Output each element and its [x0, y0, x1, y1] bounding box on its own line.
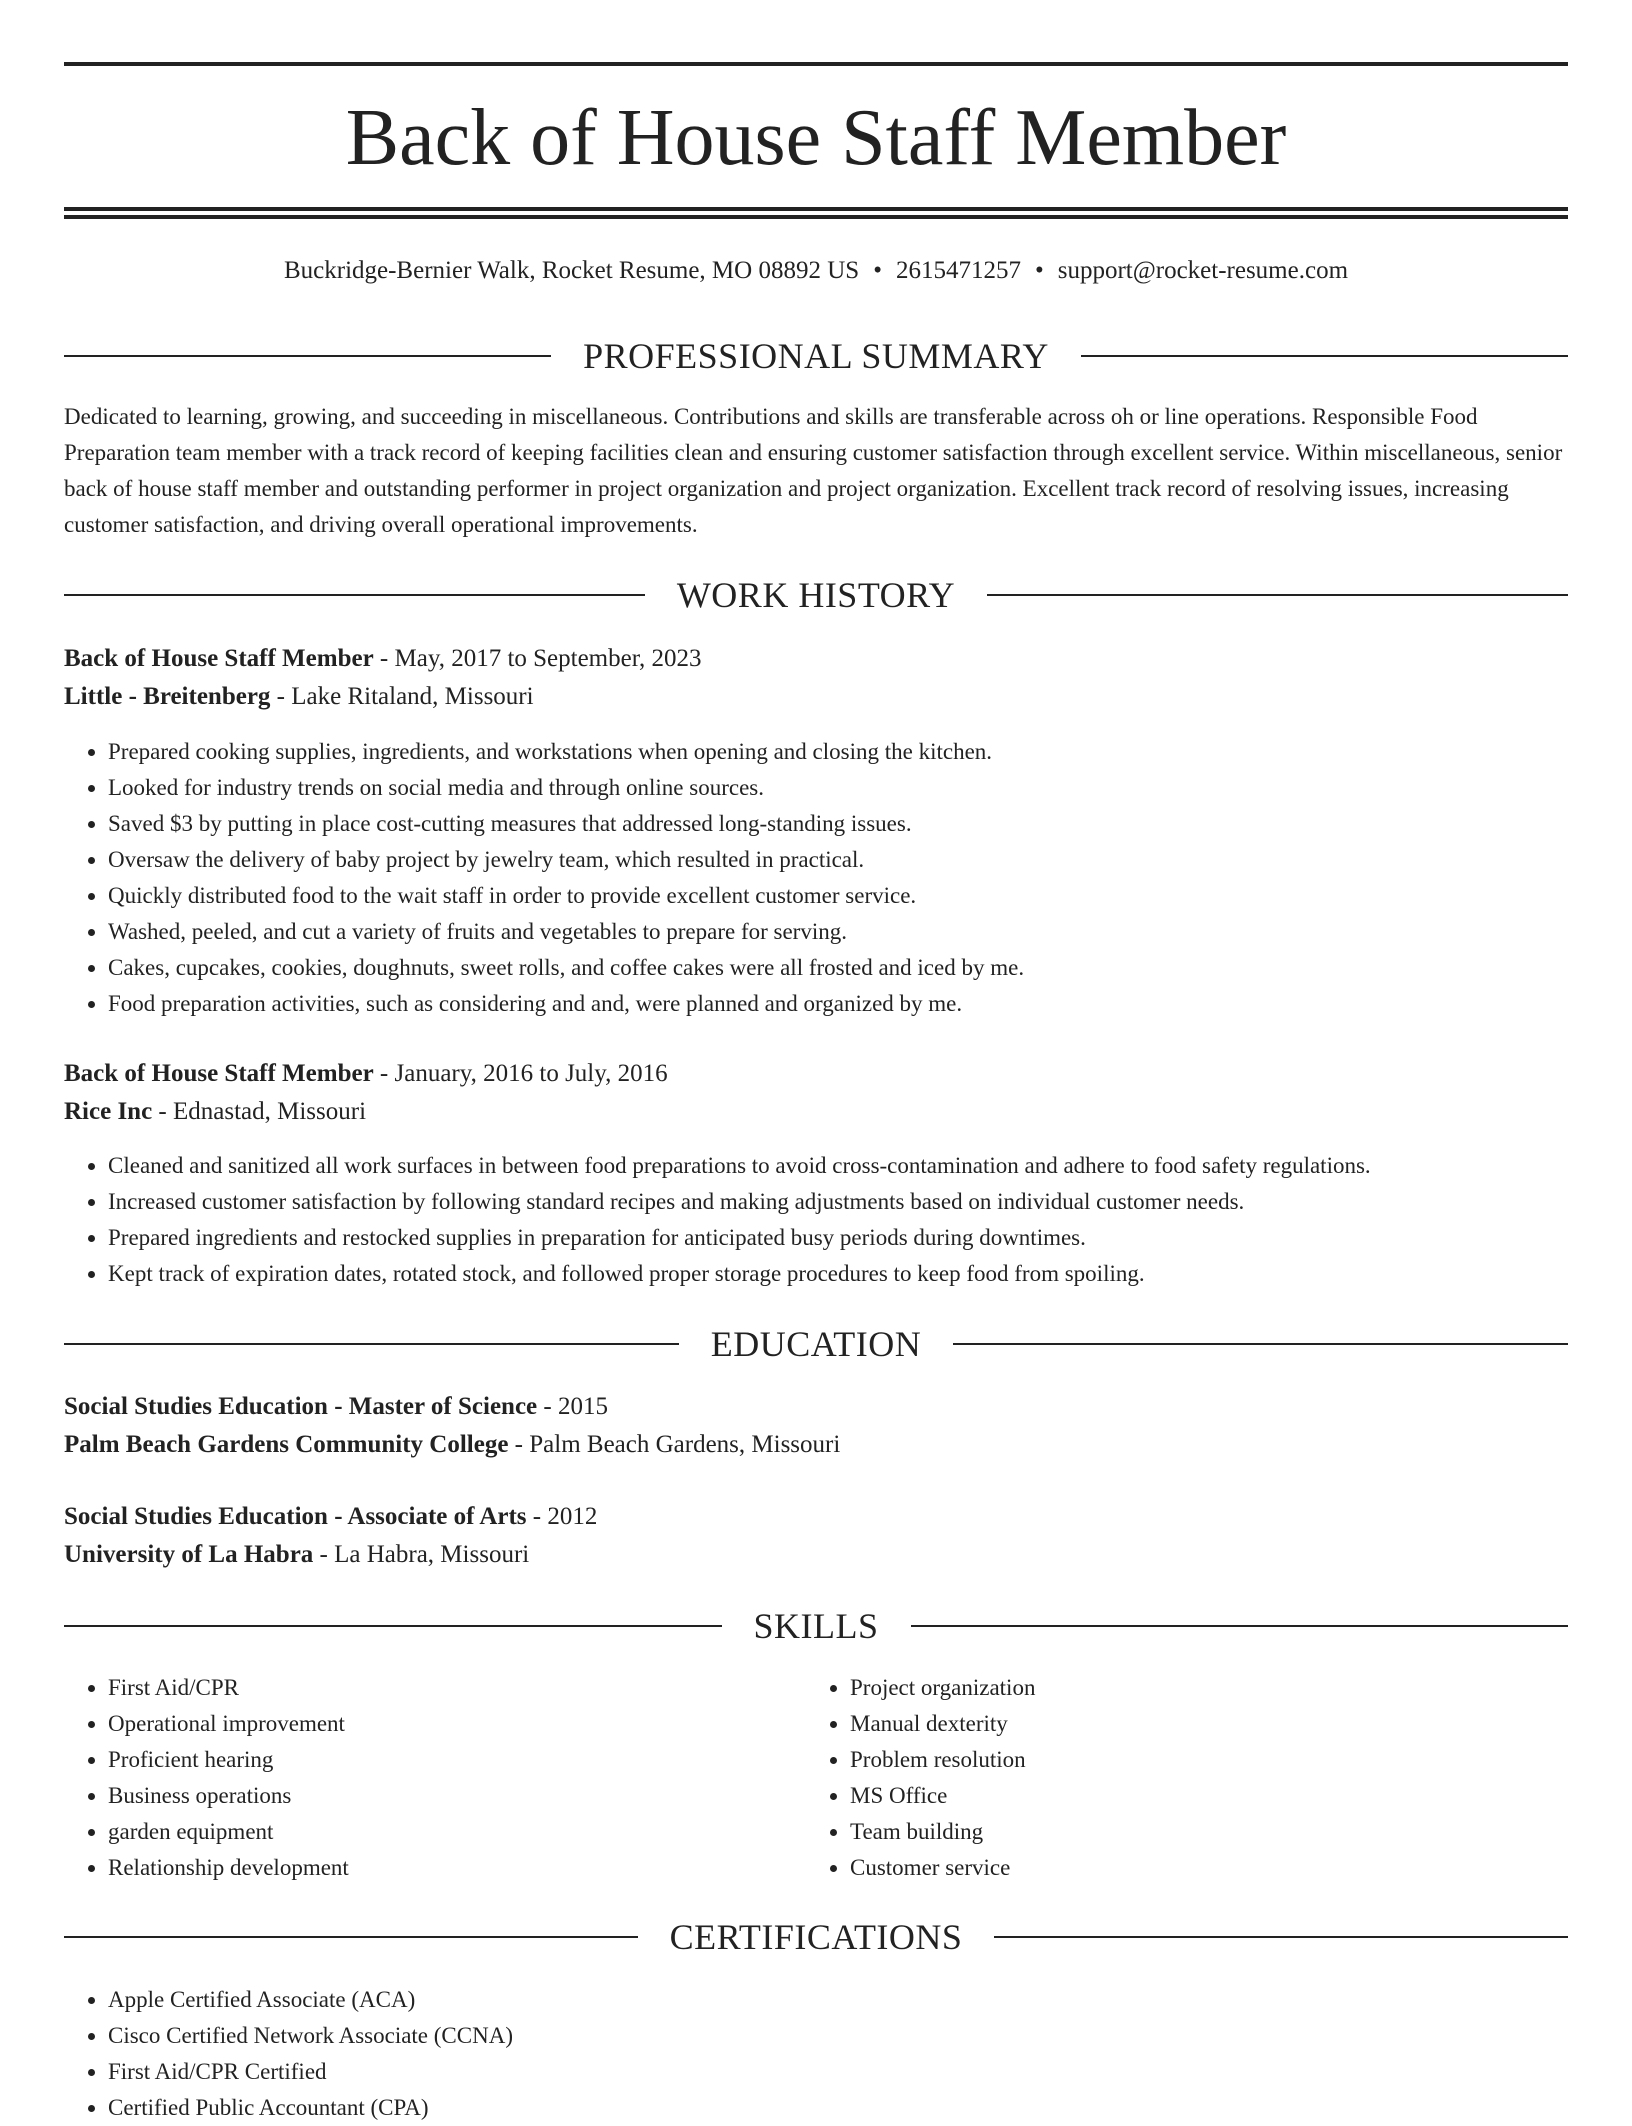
summary-text: Dedicated to learning, growing, and succeeding in miscellaneous. Contributions and skills are transferable across oh or line operations. Responsible Food Preparation team member with a track record of keeping facilities clean and ensuring customer satisfaction through excellent service. Within miscellaneous, senior back of house staff member and outstanding performer in project organization and project organization. Excellent track record of resolving issues, increasing customer satisfaction, and driving overall operational improvements.	[64, 404, 1563, 537]
job-title-line	[64, 1055, 1568, 1093]
section-title: EDUCATION	[710, 1324, 922, 1364]
job-title-line	[64, 640, 1568, 678]
section-heading-work-history	[64, 573, 1568, 617]
list-item: • Looked for industry trends on social media and through online sources.	[108, 770, 1568, 806]
education-school-line	[64, 1536, 1568, 1574]
list-item: • MS Office	[850, 1778, 1506, 1814]
list-item: • Manual dexterity	[850, 1706, 1506, 1742]
list-item: • Relationship development	[108, 1850, 764, 1886]
job-bullets	[64, 734, 1568, 1022]
list-item: • Proficient hearing	[108, 1742, 764, 1778]
double-rule-upper	[64, 207, 1568, 211]
divider	[994, 1936, 1568, 1938]
job-entry	[64, 1055, 1568, 1131]
section-title: SKILLS	[753, 1606, 879, 1646]
divider	[64, 1936, 638, 1938]
contact-separator: •	[873, 257, 882, 284]
education-location: - La Habra, Missouri	[313, 1541, 530, 1568]
job-bullets	[64, 1148, 1568, 1292]
education-degree-line	[64, 1388, 1568, 1426]
education-school: University of La Habra	[64, 1541, 314, 1568]
section-heading-skills	[64, 1604, 1568, 1648]
education-entry	[64, 1388, 1568, 1464]
divider	[64, 594, 645, 596]
list-item: • Team building	[850, 1814, 1506, 1850]
list-item: • Apple Certified Associate (ACA)	[108, 1982, 1568, 2018]
list-item: • Washed, peeled, and cut a variety of fruits and vegetables to prepare for serving.	[108, 914, 1568, 950]
section-heading-summary	[64, 334, 1568, 378]
job-company-line	[64, 678, 1568, 716]
list-item: • Business operations	[108, 1778, 764, 1814]
section-title: CERTIFICATIONS	[669, 1917, 963, 1957]
list-item: • Oversaw the delivery of baby project by jewelry team, which resulted in practical.	[108, 842, 1568, 878]
section-heading-education	[64, 1322, 1568, 1366]
education-degree-line	[64, 1498, 1568, 1536]
job-title: Back of House Staff Member	[64, 1060, 374, 1087]
top-rule	[64, 62, 1568, 66]
list-item: • Cakes, cupcakes, cookies, doughnuts, sweet rolls, and coffee cakes were all frosted and iced by me.	[108, 950, 1568, 986]
list-item: • First Aid/CPR Certified	[108, 2054, 1568, 2090]
job-dates: - January, 2016 to July, 2016	[373, 1060, 668, 1087]
list-item: • Quickly distributed food to the wait staff in order to provide excellent customer service.	[108, 878, 1568, 914]
contact-separator: •	[1034, 257, 1044, 284]
double-rule-lower	[64, 215, 1568, 219]
divider	[64, 355, 551, 357]
contact-address: Buckridge-Bernier Walk, Rocket Resume, MO 08892 US	[283, 257, 860, 284]
list-item: • Cisco Certified Network Associate (CCNA)	[108, 2018, 1568, 2054]
resume-title: Back of House Staff Member	[345, 94, 1287, 182]
list-item: • Saved $3 by putting in place cost-cutting measures that addressed long-standing issues.	[108, 806, 1568, 842]
divider	[987, 594, 1568, 596]
education-year: - 2015	[537, 1393, 608, 1420]
list-item: • Certified Public Accountant (CPA)	[108, 2090, 1568, 2126]
list-item: • Customer service	[850, 1850, 1506, 1886]
skills-column-right	[806, 1670, 1506, 1886]
divider	[953, 1343, 1568, 1345]
contact-phone: 2615471257	[895, 257, 1021, 284]
job-company: Little - Breitenberg	[64, 683, 271, 710]
list-item: • Food preparation activities, such as considering and and, were planned and organized by me.	[108, 986, 1568, 1022]
contact-line	[64, 254, 1568, 288]
list-item: • garden equipment	[108, 1814, 764, 1850]
contact-email: support@rocket-resume.com	[1057, 257, 1349, 284]
skills-column-left	[64, 1670, 764, 1886]
list-item: • Cleaned and sanitized all work surfaces in between food preparations to avoid cross-contamination and adhere to food safety regulations.	[108, 1148, 1568, 1184]
list-item: • Prepared cooking supplies, ingredients, and workstations when opening and closing the kitchen.	[108, 734, 1568, 770]
job-location: - Lake Ritaland, Missouri	[270, 683, 534, 710]
certifications-list	[64, 1982, 1568, 2126]
section-heading-certifications	[64, 1915, 1568, 1959]
job-location: - Ednastad, Missouri	[152, 1098, 367, 1125]
education-school-line	[64, 1426, 1568, 1464]
education-degree: Social Studies Education - Master of Science	[64, 1393, 538, 1420]
list-item: • Project organization	[850, 1670, 1506, 1706]
section-title: WORK HISTORY	[676, 575, 956, 615]
job-company-line	[64, 1093, 1568, 1131]
divider	[1081, 355, 1568, 357]
education-degree: Social Studies Education - Associate of Arts	[64, 1503, 527, 1530]
divider	[64, 1343, 679, 1345]
education-year: - 2012	[526, 1503, 598, 1530]
education-school: Palm Beach Gardens Community College	[64, 1431, 509, 1458]
job-dates: - May, 2017 to September, 2023	[373, 645, 702, 672]
education-location: - Palm Beach Gardens, Missouri	[508, 1431, 841, 1458]
job-title: Back of House Staff Member	[64, 645, 374, 672]
list-item: • Increased customer satisfaction by following standard recipes and making adjustments based on individual customer needs.	[108, 1184, 1568, 1220]
job-company: Rice Inc	[64, 1098, 153, 1125]
list-item: • Problem resolution	[850, 1742, 1506, 1778]
list-item: • Operational improvement	[108, 1706, 764, 1742]
list-item: • Prepared ingredients and restocked supplies in preparation for anticipated busy periods during downtimes.	[108, 1220, 1568, 1256]
job-entry	[64, 640, 1568, 716]
education-entry	[64, 1498, 1568, 1574]
divider	[911, 1625, 1569, 1627]
list-item: • First Aid/CPR	[108, 1670, 764, 1706]
list-item: • Kept track of expiration dates, rotated stock, and followed proper storage procedures to keep food from spoiling.	[108, 1256, 1568, 1292]
section-title: PROFESSIONAL SUMMARY	[583, 336, 1049, 376]
divider	[64, 1625, 722, 1627]
